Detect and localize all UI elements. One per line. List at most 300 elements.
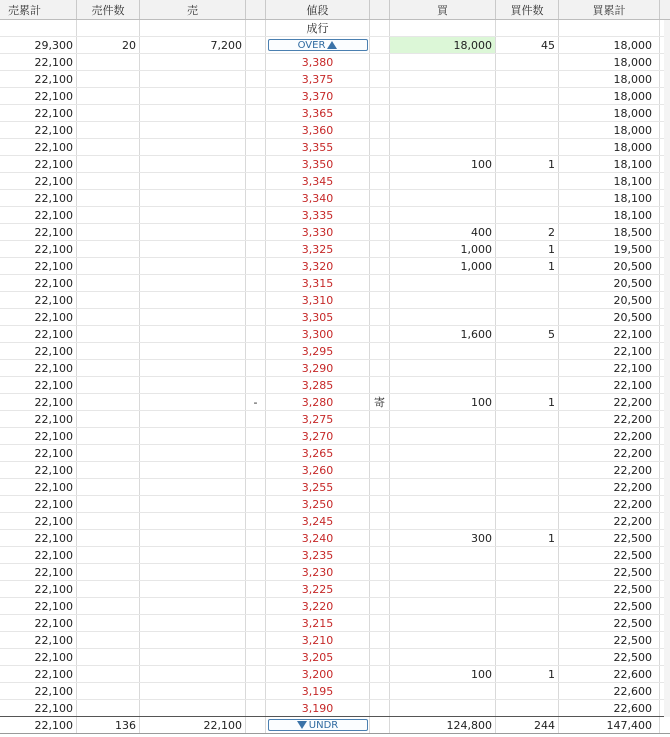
price-row-sell-cumulative: 22,100 (0, 496, 77, 512)
price-row-buy-count (496, 377, 559, 393)
price-row-sell-count (77, 360, 140, 376)
price-row-sell-count (77, 105, 140, 121)
price-row-sell-count (77, 530, 140, 546)
price-row-sell-count (77, 258, 140, 274)
over-buy-mark (370, 37, 390, 53)
price-row-buy-qty[interactable] (390, 581, 496, 597)
price-row-sell-qty[interactable] (140, 309, 246, 325)
over-sell-cumulative: 29,300 (0, 37, 77, 53)
price-row-sell-qty[interactable] (140, 275, 246, 291)
price-row-buy-mark (370, 207, 390, 223)
price-row-buy-mark (370, 190, 390, 206)
price-row-sell-qty[interactable] (140, 632, 246, 648)
price-row-sell-cumulative: 22,100 (0, 581, 77, 597)
price-row-sell-cumulative: 22,100 (0, 598, 77, 614)
price-row-buy-mark (370, 428, 390, 444)
price-row-sell-mark (246, 326, 266, 342)
price-row-sell-qty[interactable] (140, 445, 246, 461)
price-row-buy-qty[interactable] (390, 428, 496, 444)
market-sell-count (77, 20, 140, 36)
price-row-buy-qty[interactable] (390, 700, 496, 716)
price-row-sell-cumulative: 22,100 (0, 241, 77, 257)
price-row-sell-qty[interactable] (140, 394, 246, 410)
price-row-sell-mark (246, 581, 266, 597)
price-row-buy-qty[interactable] (390, 88, 496, 104)
market-sell-qty (140, 20, 246, 36)
price-row-sell-cumulative: 22,100 (0, 309, 77, 325)
price-row-sell-cumulative: 22,100 (0, 530, 77, 546)
price-row (0, 496, 670, 513)
header-buy-cumulative[interactable]: 買累計 (559, 0, 660, 19)
vertical-scrollbar[interactable] (664, 20, 670, 717)
price-row-buy-cumulative: 20,500 (559, 275, 660, 291)
price-row (0, 207, 670, 224)
price-row-sell-count (77, 326, 140, 342)
price-row-sell-qty[interactable] (140, 207, 246, 223)
price-row-sell-cumulative: 22,100 (0, 394, 77, 410)
price-row-price[interactable]: 3,230 (266, 564, 370, 580)
price-row-sell-qty[interactable] (140, 428, 246, 444)
price-row-sell-mark (246, 71, 266, 87)
price-row-sell-count (77, 394, 140, 410)
price-row-sell-mark (246, 343, 266, 359)
price-row-price[interactable]: 3,285 (266, 377, 370, 393)
price-row-sell-qty[interactable] (140, 258, 246, 274)
price-row-sell-mark: - (246, 394, 266, 410)
price-row-price[interactable]: 3,315 (266, 275, 370, 291)
price-row-sell-qty[interactable] (140, 71, 246, 87)
total-buy-mark (370, 717, 390, 733)
price-row-price[interactable]: 3,275 (266, 411, 370, 427)
over-price-cell (266, 37, 370, 53)
price-row-buy-qty[interactable]: 300 (390, 530, 496, 546)
price-row-price[interactable]: 3,265 (266, 445, 370, 461)
price-row-buy-qty[interactable] (390, 547, 496, 563)
price-row-buy-qty[interactable] (390, 275, 496, 291)
price-row-sell-qty[interactable] (140, 156, 246, 172)
price-row-buy-cumulative: 22,100 (559, 360, 660, 376)
price-row-buy-cumulative: 18,000 (559, 71, 660, 87)
price-row-sell-qty[interactable] (140, 547, 246, 563)
price-row-sell-count (77, 649, 140, 665)
price-row-price[interactable]: 3,260 (266, 462, 370, 478)
over-sell-qty[interactable]: 7,200 (140, 37, 246, 53)
price-row (0, 190, 670, 207)
price-row-buy-qty[interactable] (390, 411, 496, 427)
price-row-buy-count (496, 479, 559, 495)
price-row (0, 666, 670, 683)
price-row-buy-count (496, 190, 559, 206)
under-price-cell (266, 717, 370, 733)
price-row-sell-qty[interactable] (140, 564, 246, 580)
price-row-buy-count (496, 105, 559, 121)
over-buy-cumulative: 18,000 (559, 37, 660, 53)
price-row-buy-qty[interactable]: 1,000 (390, 258, 496, 274)
price-row-buy-count (496, 683, 559, 699)
price-row-buy-cumulative: 18,000 (559, 139, 660, 155)
price-row-buy-qty[interactable] (390, 445, 496, 461)
price-row-sell-mark (246, 428, 266, 444)
price-row-sell-count (77, 309, 140, 325)
price-row-buy-mark (370, 360, 390, 376)
price-row-buy-qty[interactable] (390, 377, 496, 393)
price-row-buy-count (496, 54, 559, 70)
header-sell-cumulative[interactable]: 売累計 (0, 0, 77, 19)
price-row-buy-cumulative: 20,500 (559, 309, 660, 325)
price-row-price[interactable]: 3,300 (266, 326, 370, 342)
price-row-sell-cumulative: 22,100 (0, 122, 77, 138)
price-row-sell-qty[interactable] (140, 615, 246, 631)
price-row-buy-mark (370, 547, 390, 563)
price-row-price[interactable]: 3,205 (266, 649, 370, 665)
price-row-buy-qty[interactable] (390, 462, 496, 478)
price-row-sell-cumulative: 22,100 (0, 71, 77, 87)
price-row-sell-mark (246, 598, 266, 614)
price-row-buy-qty[interactable] (390, 309, 496, 325)
price-row-sell-qty[interactable] (140, 377, 246, 393)
price-row-buy-qty[interactable] (390, 122, 496, 138)
price-row-buy-cumulative: 18,000 (559, 88, 660, 104)
price-row-price[interactable]: 3,360 (266, 122, 370, 138)
price-row-sell-mark (246, 190, 266, 206)
market-sell-cumulative (0, 20, 77, 36)
price-row-buy-cumulative: 22,200 (559, 445, 660, 461)
under-button[interactable] (268, 719, 368, 731)
price-row-sell-count (77, 683, 140, 699)
price-row-buy-mark (370, 632, 390, 648)
over-buy-qty[interactable]: 18,000 (390, 37, 496, 53)
price-row-price[interactable]: 3,270 (266, 428, 370, 444)
price-row-sell-qty[interactable] (140, 326, 246, 342)
price-row-price[interactable]: 3,335 (266, 207, 370, 223)
header-sell-mark (246, 0, 266, 19)
price-row-buy-count (496, 700, 559, 716)
price-row-sell-cumulative: 22,100 (0, 173, 77, 189)
price-row-sell-cumulative: 22,100 (0, 224, 77, 240)
price-row-buy-qty[interactable] (390, 598, 496, 614)
price-row-buy-count: 1 (496, 156, 559, 172)
price-row-sell-cumulative: 22,100 (0, 428, 77, 444)
price-row-price[interactable]: 3,330 (266, 224, 370, 240)
price-row-sell-qty[interactable] (140, 173, 246, 189)
price-row-buy-qty[interactable]: 100 (390, 394, 496, 410)
price-row (0, 309, 670, 326)
price-row-buy-qty[interactable] (390, 496, 496, 512)
price-row-buy-qty[interactable] (390, 343, 496, 359)
price-row (0, 632, 670, 649)
price-row-buy-count: 1 (496, 258, 559, 274)
price-row-price[interactable]: 3,325 (266, 241, 370, 257)
price-row-buy-count (496, 360, 559, 376)
over-button[interactable] (268, 39, 368, 51)
price-row-buy-qty[interactable] (390, 632, 496, 648)
price-row-sell-cumulative: 22,100 (0, 326, 77, 342)
price-row-sell-qty[interactable] (140, 139, 246, 155)
price-row-buy-qty[interactable] (390, 207, 496, 223)
price-row-buy-count (496, 88, 559, 104)
price-row-price[interactable]: 3,310 (266, 292, 370, 308)
price-row-sell-qty[interactable] (140, 224, 246, 240)
price-row-sell-mark (246, 615, 266, 631)
market-buy-cumulative (559, 20, 660, 36)
price-row-buy-qty[interactable]: 100 (390, 156, 496, 172)
price-row-buy-cumulative: 22,200 (559, 479, 660, 495)
price-row-sell-cumulative: 22,100 (0, 377, 77, 393)
price-row-price[interactable]: 3,380 (266, 54, 370, 70)
price-row-price[interactable]: 3,320 (266, 258, 370, 274)
price-row-sell-mark (246, 513, 266, 529)
price-row-price[interactable]: 3,250 (266, 496, 370, 512)
price-row-sell-mark (246, 377, 266, 393)
price-row-buy-mark (370, 445, 390, 461)
price-row (0, 530, 670, 547)
price-row-sell-count (77, 71, 140, 87)
price-row-price[interactable]: 3,280 (266, 394, 370, 410)
price-row-sell-cumulative: 22,100 (0, 700, 77, 716)
price-row-buy-qty[interactable] (390, 173, 496, 189)
price-row-sell-qty[interactable] (140, 88, 246, 104)
header-sell[interactable]: 売 (140, 0, 246, 19)
price-row-sell-mark (246, 700, 266, 716)
total-sell-qty: 22,100 (140, 717, 246, 733)
price-row-buy-mark (370, 309, 390, 325)
price-row-buy-qty[interactable] (390, 360, 496, 376)
price-row (0, 377, 670, 394)
price-row-sell-count (77, 377, 140, 393)
price-row-sell-count (77, 496, 140, 512)
price-row-price[interactable]: 3,225 (266, 581, 370, 597)
header-price[interactable]: 値段 (266, 0, 370, 19)
price-row-buy-mark (370, 139, 390, 155)
price-row-sell-cumulative: 22,100 (0, 139, 77, 155)
price-row-price[interactable]: 3,235 (266, 547, 370, 563)
price-row-sell-cumulative: 22,100 (0, 462, 77, 478)
price-row-price[interactable]: 3,195 (266, 683, 370, 699)
price-row-buy-cumulative: 18,100 (559, 190, 660, 206)
price-row-buy-mark (370, 88, 390, 104)
price-row-sell-count (77, 139, 140, 155)
price-row (0, 105, 670, 122)
total-buy-cumulative: 147,400 (559, 717, 660, 733)
price-row (0, 564, 670, 581)
over-row (0, 37, 670, 54)
price-row-buy-qty[interactable] (390, 139, 496, 155)
price-row-buy-qty[interactable]: 1,600 (390, 326, 496, 342)
price-row-buy-qty[interactable] (390, 479, 496, 495)
price-row-sell-mark (246, 462, 266, 478)
price-row (0, 122, 670, 139)
price-row-sell-count (77, 547, 140, 563)
under-button-label: UNDR (308, 719, 339, 731)
price-row-sell-mark (246, 309, 266, 325)
over-button-label: OVER (297, 39, 326, 51)
triangle-up-icon (327, 41, 337, 49)
price-row-buy-cumulative: 22,600 (559, 700, 660, 716)
price-row-buy-qty[interactable] (390, 615, 496, 631)
price-row-price[interactable]: 3,200 (266, 666, 370, 682)
header-buy-count[interactable]: 買件数 (496, 0, 559, 19)
price-row (0, 54, 670, 71)
price-row-buy-count (496, 513, 559, 529)
price-row-sell-count (77, 275, 140, 291)
market-order-label[interactable]: 成行 (266, 20, 370, 36)
price-row (0, 241, 670, 258)
price-row (0, 292, 670, 309)
price-row-sell-cumulative: 22,100 (0, 479, 77, 495)
price-row-sell-qty[interactable] (140, 292, 246, 308)
price-row-sell-cumulative: 22,100 (0, 649, 77, 665)
header-buy-mark (370, 0, 390, 19)
price-row-price[interactable]: 3,255 (266, 479, 370, 495)
price-row-sell-qty[interactable] (140, 700, 246, 716)
price-row-price[interactable]: 3,350 (266, 156, 370, 172)
price-row-sell-mark (246, 173, 266, 189)
over-sell-count: 20 (77, 37, 140, 53)
price-row-price[interactable]: 3,210 (266, 632, 370, 648)
price-row-sell-qty[interactable] (140, 54, 246, 70)
price-row (0, 224, 670, 241)
price-row-buy-count (496, 309, 559, 325)
price-row-sell-count (77, 224, 140, 240)
price-row-buy-qty[interactable] (390, 292, 496, 308)
price-row-sell-qty[interactable] (140, 122, 246, 138)
price-row-sell-qty[interactable] (140, 598, 246, 614)
price-row-price[interactable]: 3,240 (266, 530, 370, 546)
price-row-sell-cumulative: 22,100 (0, 547, 77, 563)
price-row-buy-count (496, 445, 559, 461)
price-row-buy-qty[interactable] (390, 513, 496, 529)
price-row-price[interactable]: 3,340 (266, 190, 370, 206)
price-row-price[interactable]: 3,245 (266, 513, 370, 529)
price-row-price[interactable]: 3,355 (266, 139, 370, 155)
price-row-sell-cumulative: 22,100 (0, 54, 77, 70)
over-sell-mark (246, 37, 266, 53)
price-row-sell-qty[interactable] (140, 241, 246, 257)
price-row-price[interactable]: 3,345 (266, 173, 370, 189)
price-row-buy-cumulative: 22,500 (559, 581, 660, 597)
price-row-sell-mark (246, 683, 266, 699)
price-row-sell-qty[interactable] (140, 496, 246, 512)
price-row-buy-qty[interactable] (390, 190, 496, 206)
price-row-price[interactable]: 3,365 (266, 105, 370, 121)
price-row-buy-count (496, 564, 559, 580)
price-row-buy-mark (370, 496, 390, 512)
price-row-price[interactable]: 3,290 (266, 360, 370, 376)
price-row-buy-cumulative: 22,500 (559, 547, 660, 563)
price-row-price[interactable]: 3,220 (266, 598, 370, 614)
price-row-price[interactable]: 3,305 (266, 309, 370, 325)
price-row-sell-mark (246, 139, 266, 155)
price-row-buy-mark (370, 581, 390, 597)
price-row (0, 326, 670, 343)
price-row-buy-qty[interactable] (390, 564, 496, 580)
price-row-price[interactable]: 3,190 (266, 700, 370, 716)
header-buy[interactable]: 買 (390, 0, 496, 19)
price-row-price[interactable]: 3,215 (266, 615, 370, 631)
price-row-sell-qty[interactable] (140, 666, 246, 682)
price-row-buy-count (496, 71, 559, 87)
price-row-sell-qty[interactable] (140, 683, 246, 699)
price-row (0, 615, 670, 632)
price-row-sell-mark (246, 207, 266, 223)
price-row-sell-qty[interactable] (140, 411, 246, 427)
price-row (0, 275, 670, 292)
price-row-buy-count (496, 496, 559, 512)
price-row-sell-mark (246, 564, 266, 580)
price-row-price[interactable]: 3,370 (266, 88, 370, 104)
triangle-down-icon (297, 721, 307, 729)
price-row-buy-mark (370, 683, 390, 699)
price-row-sell-qty[interactable] (140, 190, 246, 206)
price-row-sell-mark (246, 292, 266, 308)
price-row-buy-qty[interactable] (390, 683, 496, 699)
price-row-sell-qty[interactable] (140, 360, 246, 376)
price-row-buy-mark (370, 615, 390, 631)
price-row-sell-cumulative: 22,100 (0, 292, 77, 308)
price-row-sell-count (77, 615, 140, 631)
price-row-sell-count (77, 445, 140, 461)
price-row-buy-cumulative: 22,100 (559, 377, 660, 393)
price-row-sell-qty[interactable] (140, 479, 246, 495)
price-row-sell-count (77, 581, 140, 597)
market-buy-mark (370, 20, 390, 36)
price-row-sell-qty[interactable] (140, 581, 246, 597)
price-row-price[interactable]: 3,375 (266, 71, 370, 87)
price-row-buy-count (496, 632, 559, 648)
order-book-header (0, 0, 670, 20)
price-row-sell-mark (246, 224, 266, 240)
header-sell-count[interactable]: 売件数 (77, 0, 140, 19)
price-row-buy-cumulative: 22,500 (559, 598, 660, 614)
price-row-buy-mark (370, 513, 390, 529)
price-row-sell-count (77, 479, 140, 495)
price-row-buy-cumulative: 20,500 (559, 258, 660, 274)
price-row-buy-count (496, 547, 559, 563)
price-row-buy-cumulative: 22,200 (559, 411, 660, 427)
price-row-sell-qty[interactable] (140, 105, 246, 121)
price-row-price[interactable]: 3,295 (266, 343, 370, 359)
price-row-sell-qty[interactable] (140, 649, 246, 665)
price-row-sell-cumulative: 22,100 (0, 513, 77, 529)
price-row (0, 700, 670, 717)
price-row-buy-count: 1 (496, 394, 559, 410)
price-row-buy-qty[interactable] (390, 649, 496, 665)
price-row-sell-mark (246, 632, 266, 648)
price-row (0, 683, 670, 700)
price-row-sell-qty[interactable] (140, 530, 246, 546)
price-row-buy-count: 5 (496, 326, 559, 342)
price-row-sell-qty[interactable] (140, 462, 246, 478)
price-row-buy-qty[interactable] (390, 71, 496, 87)
price-row-buy-qty[interactable]: 1,000 (390, 241, 496, 257)
price-row-sell-count (77, 462, 140, 478)
price-row-buy-qty[interactable] (390, 54, 496, 70)
price-row-buy-count (496, 343, 559, 359)
price-row-sell-cumulative: 22,100 (0, 411, 77, 427)
price-row-sell-qty[interactable] (140, 513, 246, 529)
price-row-buy-mark (370, 292, 390, 308)
price-row-sell-qty[interactable] (140, 343, 246, 359)
price-row-buy-cumulative: 22,200 (559, 462, 660, 478)
price-row-buy-count (496, 598, 559, 614)
price-row-buy-qty[interactable]: 100 (390, 666, 496, 682)
price-row-buy-count: 2 (496, 224, 559, 240)
price-row-buy-mark (370, 530, 390, 546)
price-row-sell-mark (246, 445, 266, 461)
price-row-buy-qty[interactable] (390, 105, 496, 121)
price-row (0, 258, 670, 275)
price-row-buy-qty[interactable]: 400 (390, 224, 496, 240)
